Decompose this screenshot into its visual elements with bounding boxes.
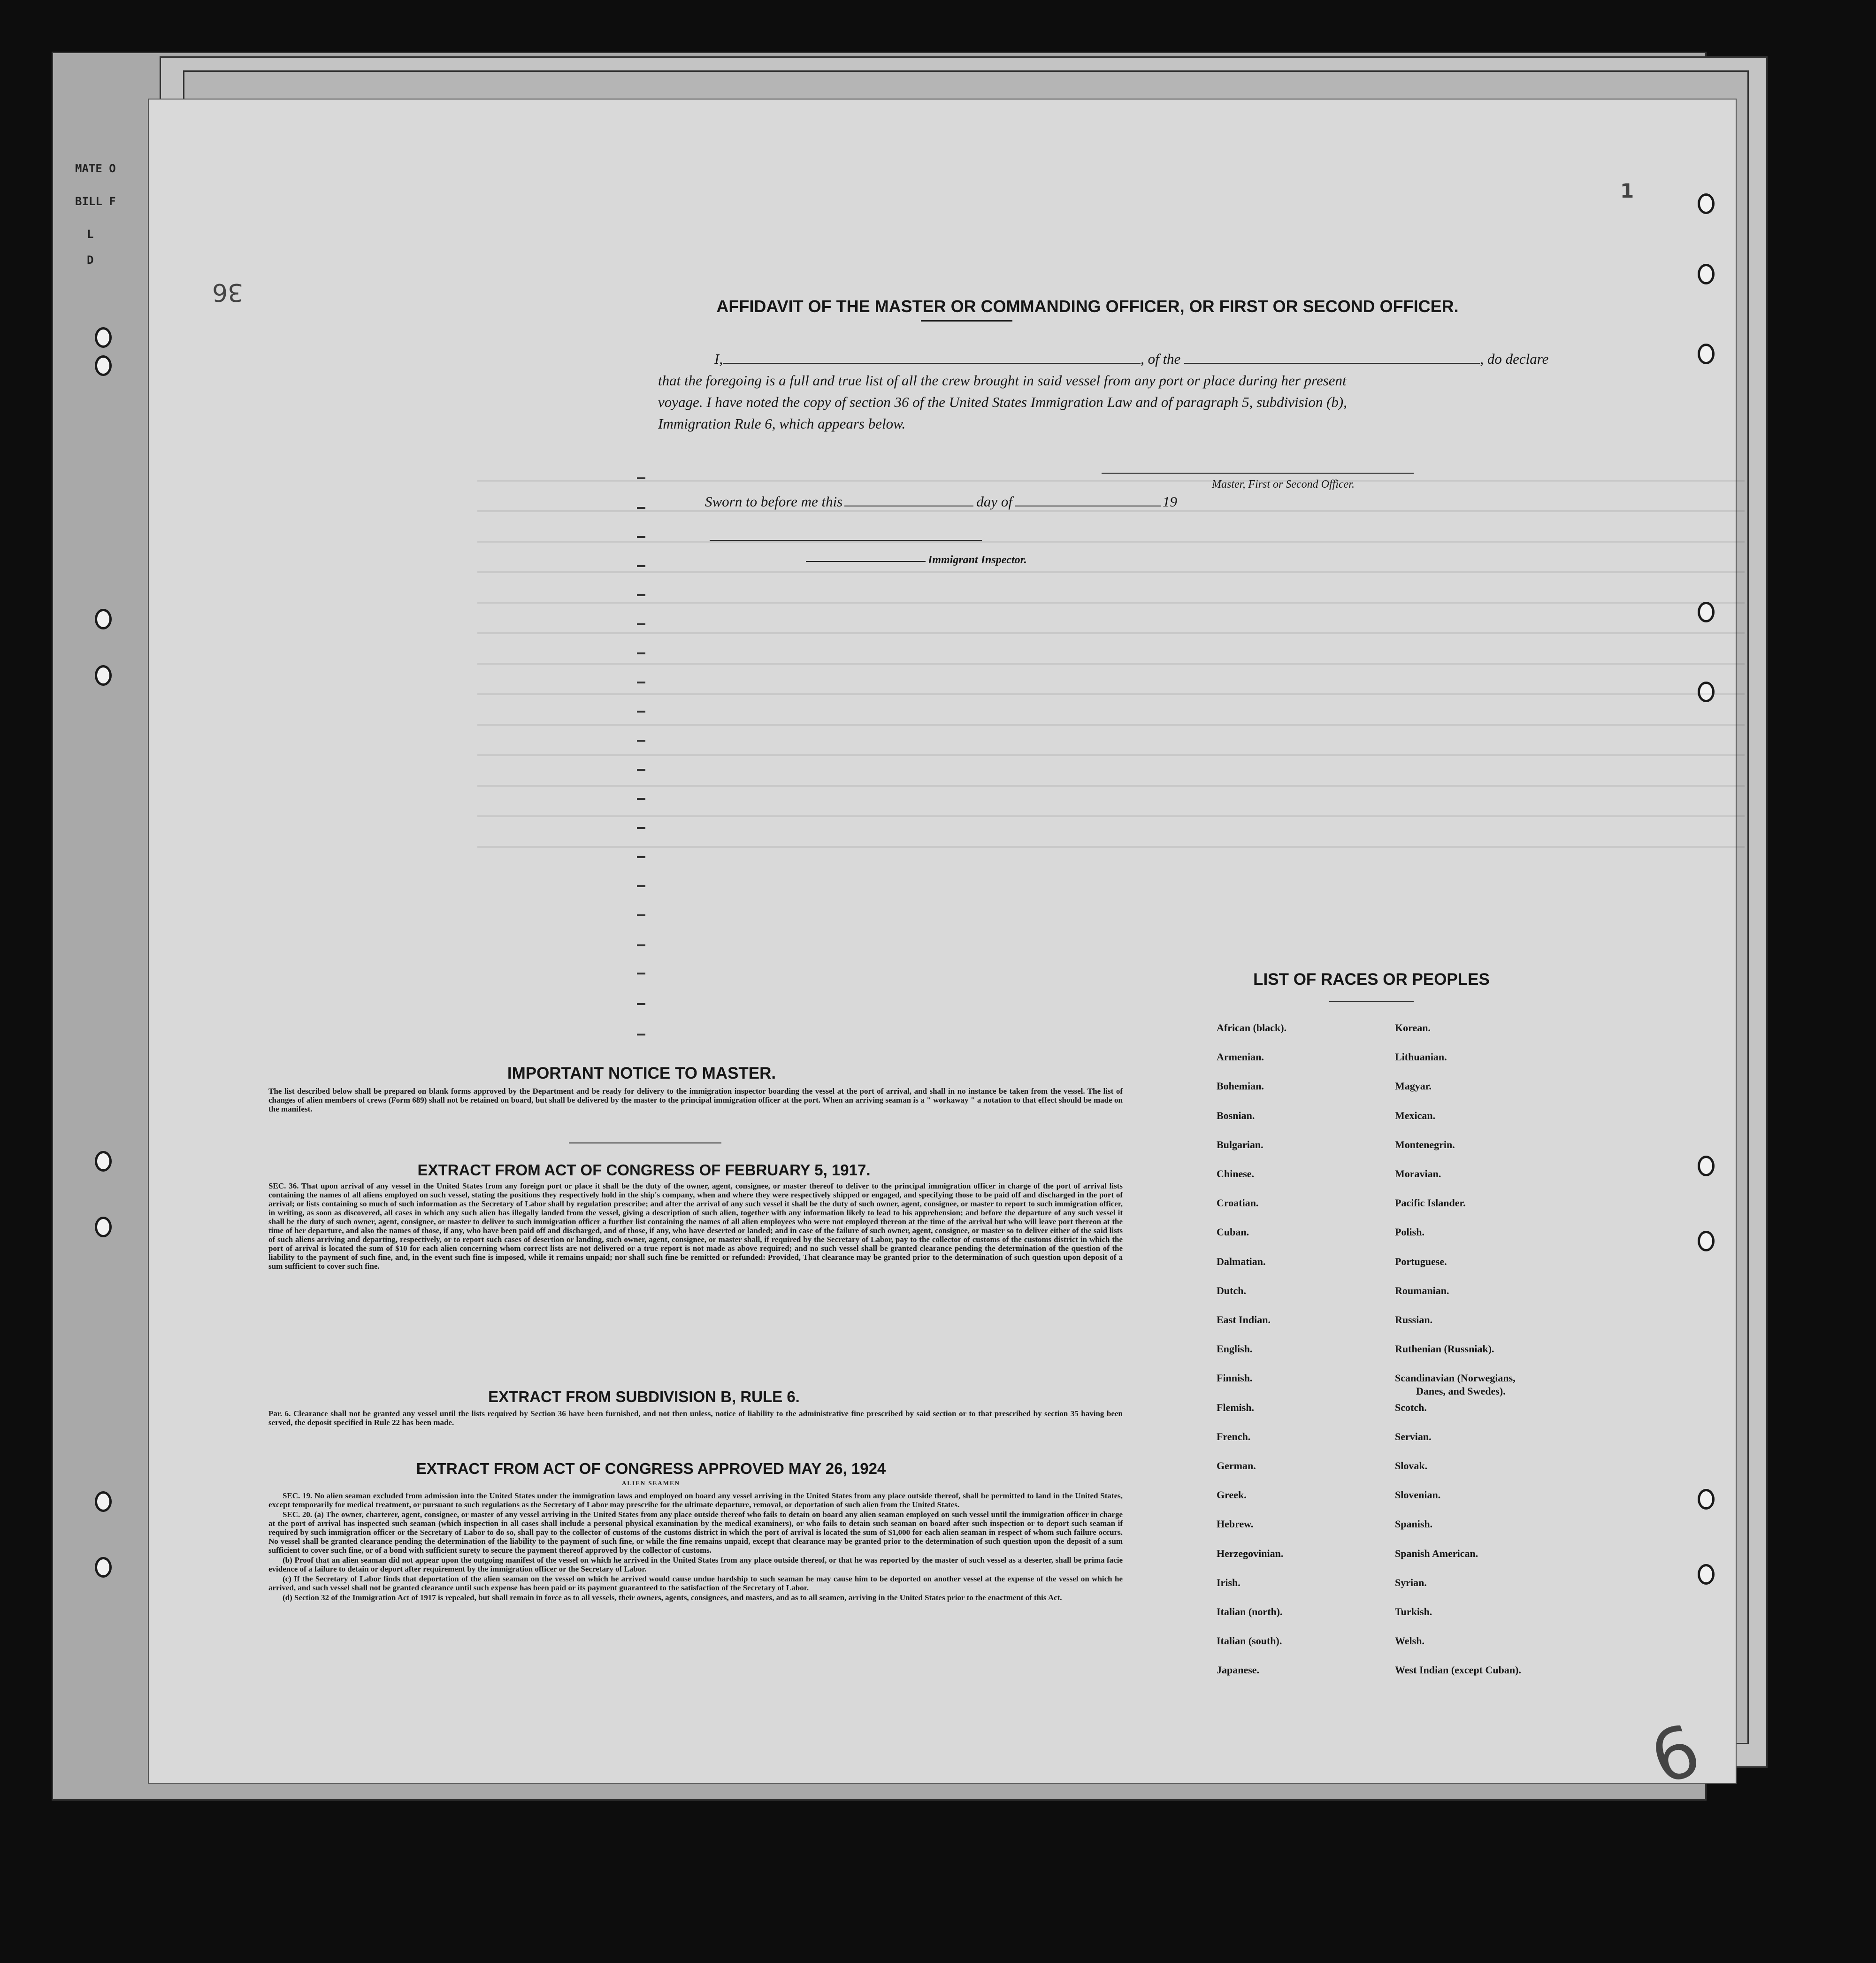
race-item: Scandinavian (Norwegians, [1395, 1372, 1516, 1384]
affidavit-line-2: that the foregoing is a full and true list of all the crew brought in said vessel from any port or place during her present [658, 372, 1347, 389]
bleed-through-row [477, 632, 1745, 634]
bleed-through-row [477, 693, 1745, 695]
race-item: Flemish. [1217, 1401, 1255, 1413]
punch-hole-icon [1698, 1489, 1715, 1510]
race-item: Greek. [1217, 1489, 1247, 1501]
handwritten-page-number: 36 [212, 278, 244, 306]
bleed-through-row [477, 846, 1745, 848]
race-item: Herzegovinian. [1217, 1547, 1284, 1559]
sworn-month-field[interactable] [1015, 491, 1161, 506]
act-1917-text: SEC. 36. That upon arrival of any vessel in the United States from any foreign port or place it shall be the duty of the owner, agent, consignee, or master thereof to deliver to the principal immigration officer in charge of the port of arrival lists containing the names of all aliens employed on such vessel, stating the positions they respectively hold in the ship's company, when and where they were respectively shipped or engaged, and specifying those to be paid off and discharged in the port of arrival; or lists containing so much of such information as the Secretary of Labor shall by regulation prescribe; and after the arrival of any such vessel it shall be the duty of such owner, agent, consignee, or master to report to such immigration officer, in writing, as soon as discovered, all cases in which any such alien has illegally landed from the vessel, giving a description of such alien, together with any information likely to lead to his apprehension; and before the departure of any such vessel it shall be the duty of such owner, agent, consignee, or master to deliver to such immigration officer a further list containing the names of all alien employees who were not employed thereon at the time of the arrival but who will leave port thereon at the time of her departure, and also the names of those, if any, who have been paid off and discharged, and of those, if any, who have deserted or landed; and in case of the failure of such owner, agent, consignee, or master so to deliver either of the said lists of such aliens arriving and departing, respectively, or to report such cases of desertion or landing, such owner, agent, consignee, or master shall, if required by the Secretary of Labor, pay to the collector of customs of the customs district in which the port of arrival is located the sum of $10 for each alien concerning whom correct lists are not delivered or a true report is not made as above required; and no such vessel shall be granted clearance pending the determination of the question of the liability to the payment of such fine, and, in the event such fine is imposed, while it remains unpaid; nor shall such fine be remitted or refunded: Provided, That clearance may be granted prior to the determination of such question upon deposit of a sum sufficient to cover such fine. [268, 1181, 1123, 1271]
row-dash [637, 565, 645, 567]
master-name-field[interactable] [723, 349, 1141, 364]
race-item: English. [1217, 1343, 1253, 1355]
race-item: Dutch. [1217, 1284, 1246, 1296]
year-prefix: 19 [1162, 493, 1177, 510]
master-signature-label: Master, First or Second Officer. [1212, 478, 1355, 491]
punch-hole-icon [1698, 193, 1715, 214]
race-item: Bulgarian. [1217, 1138, 1263, 1150]
handwritten-mark: 1 [1620, 179, 1634, 202]
race-item: African (black). [1217, 1022, 1287, 1034]
punch-hole-icon [1698, 344, 1715, 364]
bleed-through-row [477, 663, 1745, 665]
margin-stamp [87, 253, 93, 267]
race-item: Bohemian. [1217, 1080, 1264, 1092]
race-item: Ruthenian (Russniak). [1395, 1343, 1494, 1355]
affidavit-declare-label: , do declare [1480, 351, 1549, 367]
inspector-signature-line [710, 540, 982, 541]
affidavit-body [658, 348, 1573, 435]
race-item: Mexican. [1395, 1109, 1436, 1121]
race-item: Irish. [1217, 1576, 1240, 1588]
punch-hole-icon [95, 355, 112, 376]
margin-stamp-line: MATE O [75, 162, 116, 175]
day-of-label: day of [976, 493, 1012, 510]
race-item: Finnish. [1217, 1372, 1253, 1384]
inspector-label: Immigrant Inspector. [928, 554, 1027, 566]
vessel-name-field[interactable] [1184, 349, 1480, 364]
bleed-through-row [477, 754, 1745, 756]
row-dash [637, 740, 645, 742]
inspector-short-line [806, 561, 926, 562]
punch-hole-icon [1698, 1156, 1715, 1176]
bleed-through-row [477, 815, 1745, 817]
race-item: Dalmatian. [1217, 1255, 1266, 1267]
affidavit-i-label: I, [714, 351, 723, 367]
row-dash [637, 536, 645, 538]
affidavit-line-3: voyage. I have noted the copy of section 36 of the United States Immigration Law and of paragraph 5, subdivision (b), [658, 394, 1347, 410]
margin-stamp [87, 228, 93, 241]
race-item: Polish. [1395, 1226, 1424, 1238]
race-item: Italian (north). [1217, 1606, 1283, 1618]
row-dash [637, 623, 645, 625]
act-1924-subtitle: ALIEN SEAMEN [621, 1480, 681, 1487]
notice-text: The list described below shall be prepared on blank forms approved by the Department and be ready for delivery to the immigration inspector boarding the vessel at the port of arrival, and shall in no instance be taken from the vessel. The list of changes of alien members of crews (Form 689) shall not be retained on board, but shall be delivered by the master to the principal immigration officer at the port. When an arriving seaman is a " workaway " a notation to that effect should be made on the manifest. [268, 1087, 1123, 1113]
act-1924-paragraph: SEC. 19. No alien seaman excluded from admission into the United States under the immigration laws and employed on board any vessel arriving in the United States from any place outside thereof, shall be permitted to land in the United States, except temporarily for medical treatment, or pursuant to such regulations as the Secretary of Labor may prescribe for the ultimate departure, removal, or deportation of such alien from the United States. [268, 1491, 1123, 1509]
punch-hole-icon [95, 609, 112, 629]
act-1924-paragraph: (c) If the Secretary of Labor finds that deportation of the alien seaman on the vessel on which he arrived would cause undue hardship to such seaman he may cause him to be deported on another vessel at the expense of the vessel on which he arrived, and such vessel shall not be granted clearance until such expense has been paid or its payment guaranteed to the satisfaction of the Secretary of Labor. [268, 1574, 1123, 1592]
row-dash [637, 856, 645, 858]
race-item: Scotch. [1395, 1401, 1427, 1413]
race-item: Armenian. [1217, 1051, 1264, 1063]
punch-hole-icon [1698, 264, 1715, 284]
bleed-through-row [477, 541, 1745, 543]
row-dash [637, 507, 645, 509]
race-item: Welsh. [1395, 1635, 1424, 1647]
punch-hole-icon [1698, 602, 1715, 622]
row-dash [637, 1034, 645, 1035]
race-item: Bosnian. [1217, 1109, 1255, 1121]
row-dash [637, 594, 645, 596]
sworn-day-field[interactable] [844, 491, 973, 506]
punch-hole-icon [95, 327, 112, 348]
row-dash [637, 798, 645, 800]
row-dash [637, 944, 645, 946]
race-item: Japanese. [1217, 1664, 1260, 1676]
punch-hole-icon [1698, 1564, 1715, 1585]
punch-hole-icon [1698, 1231, 1715, 1251]
punch-hole-icon [95, 1217, 112, 1237]
margin-stamp [75, 195, 116, 208]
affidavit-title: AFFIDAVIT OF THE MASTER OR COMMANDING OFFICER, OR FIRST OR SECOND OFFICER. [716, 297, 1459, 316]
affidavit-line-4: Immigration Rule 6, which appears below. [658, 415, 906, 432]
affidavit-line-1 [658, 348, 1573, 370]
race-item: Slovenian. [1395, 1489, 1441, 1501]
margin-stamp-line: L [87, 228, 94, 241]
race-item: French. [1217, 1430, 1251, 1442]
row-dash [637, 477, 645, 479]
race-item: Lithuanian. [1395, 1051, 1447, 1063]
bleed-through-row [477, 785, 1745, 787]
race-item: Croatian. [1217, 1197, 1259, 1209]
bleed-through-row [477, 724, 1745, 726]
act-1917-title: EXTRACT FROM ACT OF CONGRESS OF FEBRUARY 5, 1917. [417, 1161, 871, 1179]
punch-hole-icon [95, 665, 112, 686]
row-dash [637, 827, 645, 829]
row-dash [637, 652, 645, 654]
race-item: Roumanian. [1395, 1284, 1449, 1296]
bleed-through-row [477, 571, 1745, 573]
race-item: Spanish. [1395, 1518, 1433, 1530]
races-title: LIST OF RACES OR PEOPLES [1253, 970, 1490, 989]
race-item: Russian. [1395, 1314, 1433, 1326]
race-item: West Indian (except Cuban). [1395, 1664, 1521, 1676]
rule-6-title: EXTRACT FROM SUBDIVISION B, RULE 6. [488, 1388, 800, 1405]
race-item: Turkish. [1395, 1606, 1432, 1618]
act-1924-title: EXTRACT FROM ACT OF CONGRESS APPROVED MAY 26, 1924 [416, 1460, 886, 1477]
row-dash [637, 914, 645, 916]
race-item: Servian. [1395, 1430, 1432, 1442]
affidavit-of-the-label: , of the [1141, 351, 1181, 367]
title-rule [921, 320, 1012, 322]
punch-hole-icon [1698, 682, 1715, 702]
race-item: Italian (south). [1217, 1635, 1282, 1647]
sworn-label: Sworn to before me this [705, 493, 843, 510]
margin-stamp [75, 162, 116, 175]
race-item: Portuguese. [1395, 1255, 1447, 1267]
row-dash [637, 711, 645, 713]
race-item: Montenegrin. [1395, 1138, 1455, 1150]
row-dash [637, 1003, 645, 1005]
race-item: Slovak. [1395, 1460, 1428, 1472]
race-item: Chinese. [1217, 1168, 1255, 1180]
race-item: German. [1217, 1460, 1256, 1472]
bleed-through-row [477, 510, 1745, 512]
punch-hole-icon [95, 1151, 112, 1172]
act-1924-paragraph: SEC. 20. (a) The owner, charterer, agent, consignee, or master of any vessel arriving in the United States from any place outside thereof who fails to detain on board any alien seaman employed on such vessel until the immigration officer in charge at the port of arrival has inspected such seaman (which inspection in all cases shall include a personal physical examination by the medical examiners), or who fails to detain such seaman on board after such inspection or to deport such seaman if required by such immigration officer or the Secretary of Labor to do so, shall pay to the collector of customs of the customs district in which the port of arrival is located the sum of $1,000 for each alien seaman in respect of whom such failure occurs. No vessel shall be granted clearance pending the determination of the liability to the payment of such fine, or while the fine remains unpaid, except that clearance may be granted prior to the determination of such question upon the deposit of a sum sufficient to cover such fine, or of a bond with sufficient surety to secure the payment thereof approved by the collector of customs. [268, 1510, 1123, 1555]
act-1924-paragraph: (b) Proof that an alien seaman did not appear upon the outgoing manifest of the vessel on which he arrived in the United States from any place outside thereof, or that he was reported by the master of such vessel as a deserter, shall be prima facie evidence of a failure to detain or deport after requirement by the immigration officer or the Secretary of Labor. [268, 1556, 1123, 1573]
race-item: Danes, and Swedes). [1416, 1385, 1506, 1397]
race-item: Cuban. [1217, 1226, 1249, 1238]
races-title-rule [1329, 1001, 1414, 1002]
punch-hole-icon [95, 1557, 112, 1578]
document-page [148, 99, 1737, 1802]
rule-6-text: Par. 6. Clearance shall not be granted any vessel until the lists required by Section 36 have been furnished, and not then unless, notice of liability to the administrative fine prescribed by said section or to that prescribed by section 35 having been served, the deposit specified in Rule 22 has been made. [268, 1409, 1123, 1427]
sworn-statement [705, 491, 1177, 510]
act-1924-text [268, 1491, 1123, 1603]
master-signature-line [1102, 473, 1414, 474]
race-item: East Indian. [1217, 1314, 1271, 1326]
race-item: Magyar. [1395, 1080, 1432, 1092]
race-item: Spanish American. [1395, 1547, 1478, 1559]
race-item: Korean. [1395, 1022, 1431, 1034]
row-dash [637, 682, 645, 683]
bleed-through-row [477, 602, 1745, 604]
handwritten-corner-number: 6 [1640, 1709, 1711, 1802]
notice-title: IMPORTANT NOTICE TO MASTER. [507, 1064, 776, 1082]
row-dash [637, 973, 645, 974]
race-item: Syrian. [1395, 1576, 1427, 1588]
punch-hole-icon [95, 1491, 112, 1512]
race-item: Hebrew. [1217, 1518, 1254, 1530]
race-item: Pacific Islander. [1395, 1197, 1466, 1209]
margin-stamp-line: D [87, 253, 94, 267]
race-item: Moravian. [1395, 1168, 1441, 1180]
act-1924-paragraph: (d) Section 32 of the Immigration Act of 1917 is repealed, but shall remain in force as to all vessels, their owners, agents, consignees, and masters, and as to all seamen, arriving in the United States prior to the enactment of this Act. [283, 1593, 1062, 1602]
row-dash [637, 769, 645, 771]
margin-stamp-line: BILL F [75, 195, 116, 208]
bleed-through-row [477, 480, 1745, 482]
row-dash [637, 885, 645, 887]
